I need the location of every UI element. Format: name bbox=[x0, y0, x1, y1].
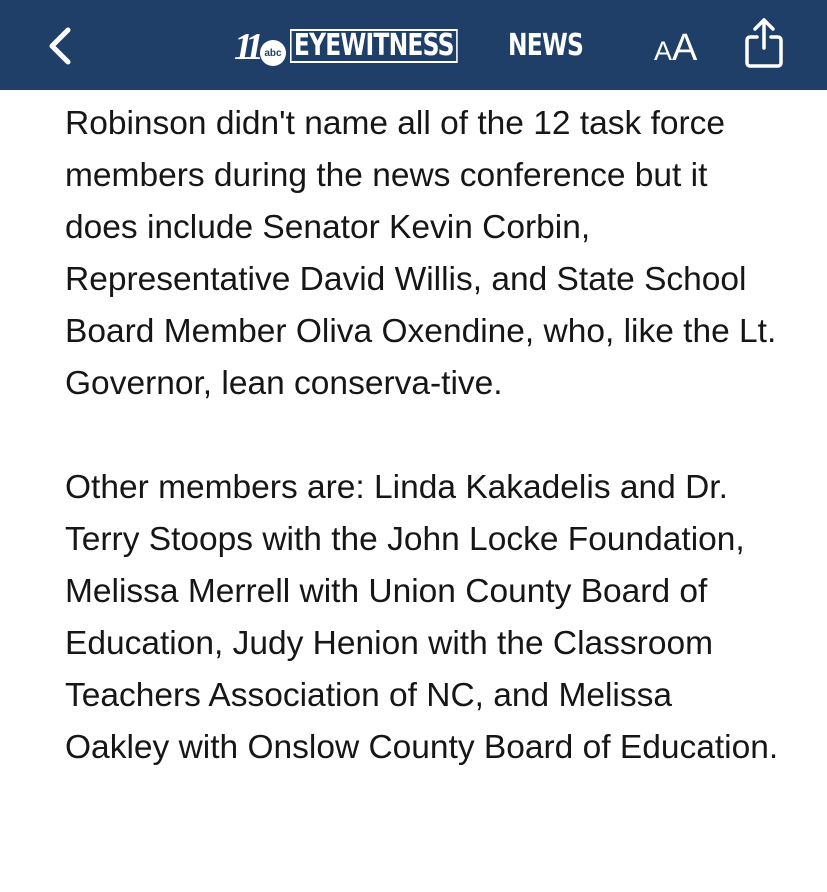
share-icon bbox=[744, 16, 784, 70]
chevron-left-icon bbox=[40, 24, 80, 68]
top-navigation-bar bbox=[0, 0, 827, 90]
article-paragraph: Other members are: Linda Kakadelis and Dr. Terry Stoops with the John Locke Foundation, Melissa Merrell with Union County Board of Education, Judy Henion with the Classroom Teachers Association of NC, and Melissa Oakley with Onslow County Board of Education. bbox=[65, 469, 779, 766]
logo-news-text: NEWS bbox=[508, 28, 584, 63]
abc-logo: abc bbox=[260, 40, 286, 66]
share-button[interactable] bbox=[744, 16, 784, 70]
text-size-large-glyph: A bbox=[672, 27, 698, 69]
text-size-button[interactable] bbox=[654, 26, 698, 69]
station-logo[interactable] bbox=[234, 26, 596, 66]
text-size-small-glyph: A bbox=[654, 36, 673, 66]
logo-eyewitness-text: EYEWITNESS bbox=[290, 29, 458, 63]
article-paragraph: Robinson didn't name all of the 12 task force members during the news conference but it does include Senator Kevin Corbin, Representative David Willis, and State School Board Member Oliva Oxendine, who, like the Lt. Governor, lean conserva-tive. bbox=[65, 105, 777, 402]
article-body bbox=[65, 98, 785, 826]
back-button[interactable] bbox=[40, 24, 80, 68]
logo-eyewitness bbox=[290, 29, 505, 63]
logo-channel-number: 11 bbox=[234, 26, 258, 68]
